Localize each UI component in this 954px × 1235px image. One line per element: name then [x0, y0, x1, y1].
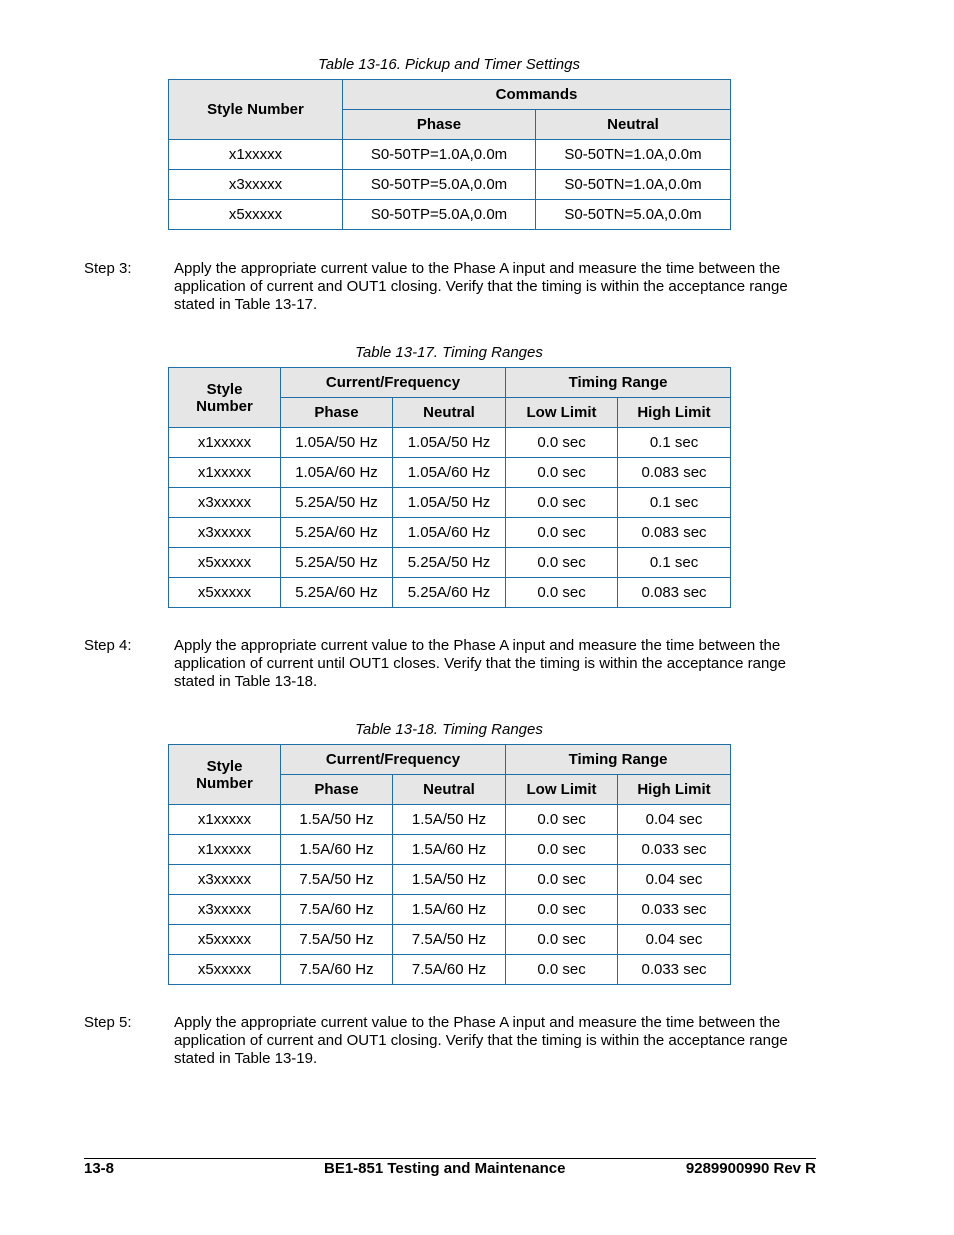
table-row — [169, 925, 731, 955]
phase-header: Phase — [343, 110, 536, 140]
step-3 — [84, 260, 816, 316]
step-4 — [84, 637, 816, 693]
phase-cell: 5.25A/50 Hz — [281, 488, 393, 518]
phase-cell: 7.5A/50 Hz — [281, 865, 393, 895]
style-cell: x5xxxxx — [169, 578, 281, 608]
table-row — [169, 200, 731, 230]
high-limit-cell: 0.1 sec — [618, 428, 731, 458]
phase-cell: 5.25A/60 Hz — [281, 518, 393, 548]
neutral-cell: 1.5A/50 Hz — [393, 865, 506, 895]
phase-cell: 7.5A/50 Hz — [281, 925, 393, 955]
neutral-cell: 1.05A/50 Hz — [393, 428, 506, 458]
neutral-cell: 1.5A/60 Hz — [393, 835, 506, 865]
current-frequency-header: Current/Frequency — [281, 745, 506, 775]
style-cell: x3xxxxx — [169, 895, 281, 925]
neutral-cell: 1.05A/60 Hz — [393, 518, 506, 548]
high-limit-cell: 0.033 sec — [618, 895, 731, 925]
high-limit-header: High Limit — [618, 775, 731, 805]
neutral-cell: 7.5A/60 Hz — [393, 955, 506, 985]
style-header-line-2: Number — [196, 397, 253, 415]
low-limit-header: Low Limit — [506, 398, 618, 428]
footer-divider — [84, 1158, 816, 1159]
commands-header: Commands — [343, 80, 731, 110]
low-limit-cell: 0.0 sec — [506, 578, 618, 608]
table-row — [169, 458, 731, 488]
footer-page-number: 13-8 — [84, 1160, 115, 1177]
low-limit-cell: 0.0 sec — [506, 955, 618, 985]
high-limit-cell: 0.04 sec — [618, 865, 731, 895]
timing-ranges-table-13-17 — [168, 367, 731, 608]
high-limit-cell: 0.033 sec — [618, 955, 731, 985]
table-row — [169, 578, 731, 608]
style-number-header — [169, 368, 281, 428]
high-limit-cell: 0.033 sec — [618, 835, 731, 865]
neutral-cell: 1.5A/50 Hz — [393, 805, 506, 835]
high-limit-cell: 0.083 sec — [618, 578, 731, 608]
step-text: Apply the appropriate current value to the Phase A input and measure the time between the application of current and OUT1 closing. Verify that the timing is within the acceptance range stated in Table 13-19. — [174, 1014, 788, 1067]
neutral-cell: 7.5A/50 Hz — [393, 925, 506, 955]
low-limit-cell: 0.0 sec — [506, 865, 618, 895]
style-cell: x1xxxxx — [169, 140, 343, 170]
current-frequency-header: Current/Frequency — [281, 368, 506, 398]
style-cell: x1xxxxx — [169, 805, 281, 835]
phase-cell: 7.5A/60 Hz — [281, 955, 393, 985]
phase-command-cell: S0-50TP=5.0A,0.0m — [343, 200, 536, 230]
step-label: Step 5: — [84, 1014, 132, 1031]
neutral-command-cell: S0-50TN=1.0A,0.0m — [536, 140, 731, 170]
step-label: Step 4: — [84, 637, 132, 654]
low-limit-cell: 0.0 sec — [506, 428, 618, 458]
low-limit-cell: 0.0 sec — [506, 518, 618, 548]
timing-ranges-table-13-18 — [168, 744, 731, 985]
table-13-16-caption: Table 13-16. Pickup and Timer Settings — [318, 56, 580, 73]
phase-cell: 1.05A/60 Hz — [281, 458, 393, 488]
timing-range-header: Timing Range — [506, 368, 731, 398]
low-limit-cell: 0.0 sec — [506, 488, 618, 518]
table-row — [169, 488, 731, 518]
style-header-line-1: Style — [206, 757, 243, 775]
neutral-cell: 5.25A/60 Hz — [393, 578, 506, 608]
high-limit-cell: 0.083 sec — [618, 518, 731, 548]
neutral-header: Neutral — [536, 110, 731, 140]
footer-title: BE1-851 Testing and Maintenance — [324, 1160, 566, 1177]
table-row — [169, 895, 731, 925]
high-limit-cell: 0.1 sec — [618, 488, 731, 518]
high-limit-header: High Limit — [618, 398, 731, 428]
style-cell: x3xxxxx — [169, 488, 281, 518]
table-row — [169, 805, 731, 835]
step-5 — [84, 1014, 816, 1070]
phase-cell: 1.5A/50 Hz — [281, 805, 393, 835]
neutral-header: Neutral — [393, 398, 506, 428]
table-row — [169, 140, 731, 170]
phase-header: Phase — [281, 398, 393, 428]
phase-cell: 5.25A/50 Hz — [281, 548, 393, 578]
low-limit-header: Low Limit — [506, 775, 618, 805]
neutral-cell: 1.5A/60 Hz — [393, 895, 506, 925]
style-cell: x5xxxxx — [169, 955, 281, 985]
neutral-command-cell: S0-50TN=5.0A,0.0m — [536, 200, 731, 230]
low-limit-cell: 0.0 sec — [506, 548, 618, 578]
timing-range-header: Timing Range — [506, 745, 731, 775]
high-limit-cell: 0.083 sec — [618, 458, 731, 488]
low-limit-cell: 0.0 sec — [506, 925, 618, 955]
neutral-cell: 1.05A/60 Hz — [393, 458, 506, 488]
style-cell: x5xxxxx — [169, 200, 343, 230]
step-text: Apply the appropriate current value to the Phase A input and measure the time between the application of current and OUT1 closing. Verify that the timing is within the acceptance range stated in Table 13-17. — [174, 260, 788, 313]
style-header-line-1: Style — [206, 380, 243, 398]
low-limit-cell: 0.0 sec — [506, 835, 618, 865]
phase-cell: 5.25A/60 Hz — [281, 578, 393, 608]
table-row — [169, 955, 731, 985]
low-limit-cell: 0.0 sec — [506, 895, 618, 925]
style-cell: x3xxxxx — [169, 518, 281, 548]
style-cell: x5xxxxx — [169, 548, 281, 578]
table-13-17-caption: Table 13-17. Timing Ranges — [355, 344, 543, 361]
style-number-header: Style Number — [169, 80, 343, 140]
phase-cell: 1.5A/60 Hz — [281, 835, 393, 865]
step-label: Step 3: — [84, 260, 132, 277]
table-13-18-caption: Table 13-18. Timing Ranges — [355, 721, 543, 738]
high-limit-cell: 0.04 sec — [618, 925, 731, 955]
neutral-header: Neutral — [393, 775, 506, 805]
style-cell: x1xxxxx — [169, 835, 281, 865]
phase-command-cell: S0-50TP=1.0A,0.0m — [343, 140, 536, 170]
style-cell: x5xxxxx — [169, 925, 281, 955]
style-number-header — [169, 745, 281, 805]
high-limit-cell: 0.04 sec — [618, 805, 731, 835]
phase-cell: 7.5A/60 Hz — [281, 895, 393, 925]
table-row — [169, 865, 731, 895]
pickup-timer-settings-table — [168, 79, 731, 230]
neutral-cell: 1.05A/50 Hz — [393, 488, 506, 518]
high-limit-cell: 0.1 sec — [618, 548, 731, 578]
table-row — [169, 428, 731, 458]
style-cell: x1xxxxx — [169, 458, 281, 488]
table-row — [169, 170, 731, 200]
table-row — [169, 548, 731, 578]
phase-command-cell: S0-50TP=5.0A,0.0m — [343, 170, 536, 200]
style-cell: x1xxxxx — [169, 428, 281, 458]
style-cell: x3xxxxx — [169, 170, 343, 200]
low-limit-cell: 0.0 sec — [506, 458, 618, 488]
phase-cell: 1.05A/50 Hz — [281, 428, 393, 458]
table-row — [169, 835, 731, 865]
neutral-command-cell: S0-50TN=1.0A,0.0m — [536, 170, 731, 200]
step-text: Apply the appropriate current value to the Phase A input and measure the time between the application of current until OUT1 closes. Verify that the timing is within the acceptance range stated in Table 13-18. — [174, 637, 786, 690]
neutral-cell: 5.25A/50 Hz — [393, 548, 506, 578]
footer-document-number: 9289900990 Rev R — [685, 1160, 816, 1177]
style-header-line-2: Number — [196, 774, 253, 792]
phase-header: Phase — [281, 775, 393, 805]
style-cell: x3xxxxx — [169, 865, 281, 895]
low-limit-cell: 0.0 sec — [506, 805, 618, 835]
table-row — [169, 518, 731, 548]
